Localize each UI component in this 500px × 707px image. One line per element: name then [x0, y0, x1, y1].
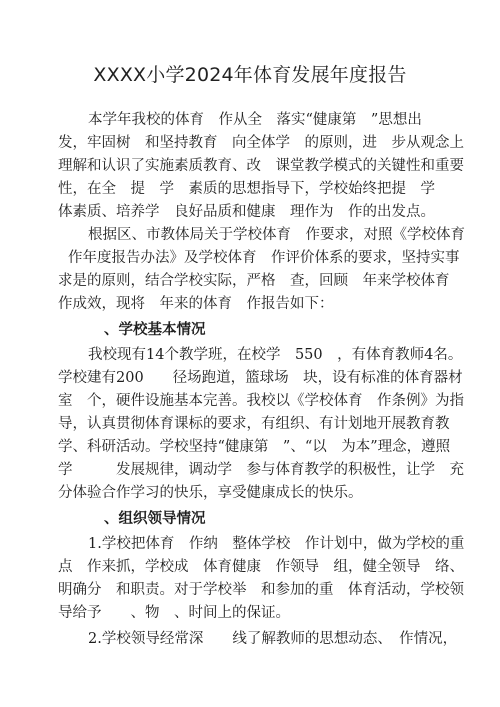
paragraph-line: 学 发展规律，调动学 参与体育教学的积极性，让学 充 — [58, 462, 464, 478]
paragraph-line: 求是的原则，结合学校实际，严格 查，回顾 年来学校体育 — [58, 273, 450, 289]
paragraph-line: 学校建有200 径场跑道，篮球场 块，设有标准的体育器材 — [58, 370, 463, 386]
paragraph-line: 分体验合作学习的快乐，享受健康成长的快乐。 — [58, 485, 363, 501]
paragraph-line: 发，牢固树 和坚持教育 向全体学 的原则，进 步从观念上 — [58, 135, 464, 151]
paragraph-line: 室 个，硬件设施基本完善。我校以《学校体育 作条例》为指 — [58, 393, 464, 409]
paragraph-line: 1.学校把体育 作纳 整体学校 作计划中，做为学校的重 — [88, 536, 465, 552]
paragraph-line: 明确分 和职责。对于学校举 和参加的重 体育活动，学校领 — [58, 582, 464, 598]
paragraph-line: 作成效，现将 年来的体育 作报告如下： — [58, 296, 334, 312]
section-heading: 、组织领导情况 — [104, 510, 206, 527]
paragraph-line: 本学年我校的体育 作从全 落实“健康第 ”思想出 — [88, 112, 422, 128]
paragraph-line: 点 作来抓，学校成 体育健康 作领导 组，健全领导 络、 — [58, 559, 464, 575]
paragraph-line: 性，在全 提 学 素质的思想指导下，学校始终把提 学 — [58, 181, 435, 197]
paragraph-line: 导给予 、物 、时间上的保证。 — [58, 605, 290, 621]
paragraph-line: 2.学校领导经常深 线了解教师的思想动态、 作情况， — [88, 631, 458, 647]
paragraph-line: 理解和认识了实施素质教育、改 课堂教学模式的关键性和重要 — [58, 158, 464, 174]
paragraph-line: 根据区、市教体局关于学校体育 作要求，对照《学校体育 — [88, 227, 465, 243]
paragraph-line: 学、科研活动。学校坚持“健康第 ”、“以 为本”理念，遵照 — [58, 439, 451, 455]
paragraph-line: 作年度报告办法》及学校体育 作评价体系的要求，坚持实事 — [68, 250, 460, 266]
paragraph-line: 我校现有14个教学班，在校学 550 ，有体育教师4名。 — [88, 347, 463, 363]
document-title: XXXX小学2024年体育发展年度报告 — [93, 64, 407, 86]
paragraph-line: 导，认真贯彻体育课标的要求，有组织、有计划地开展教育教 — [58, 416, 450, 432]
section-heading: 、学校基本情况 — [104, 321, 206, 338]
paragraph-line: 体素质、培养学 良好品质和健康 理作为 作的出发点。 — [58, 204, 435, 220]
